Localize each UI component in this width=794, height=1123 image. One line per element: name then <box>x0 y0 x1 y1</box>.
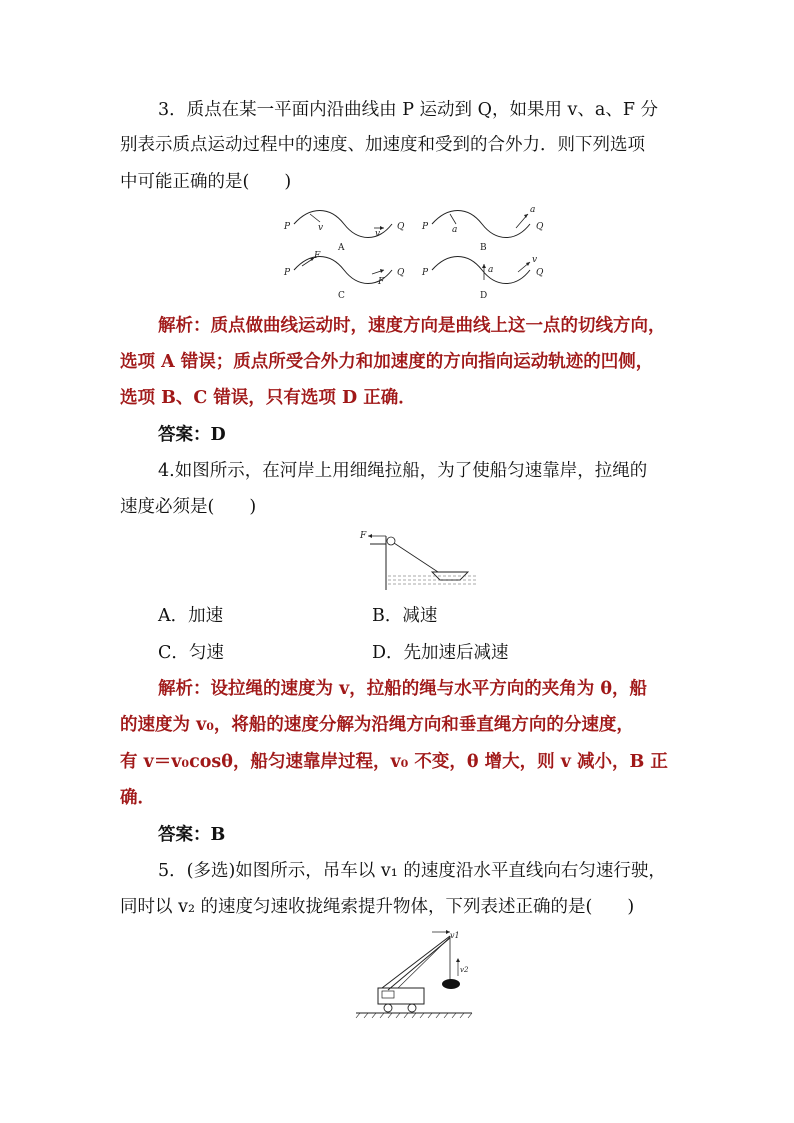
q4-analysis-line-1: 解析：设拉绳的速度为 v，拉船的绳与水平方向的夹角为 θ，船 <box>158 679 648 699</box>
q3-panel-a <box>283 211 405 254</box>
panel-b-end: Q <box>536 222 544 232</box>
q4-figure <box>356 524 480 594</box>
panel-d-start: P <box>422 268 429 278</box>
q4-analysis-line-4: 确． <box>120 788 155 808</box>
q5-v2-label: v2 <box>460 966 469 974</box>
q3-stem-line-2: 别表示质点运动过程中的速度、加速度和受到的合外力．则下列选项 <box>120 135 645 155</box>
q3-figure <box>280 200 560 306</box>
q4-option-d: D．先加速后减速 <box>372 643 509 663</box>
panel-b-caption: B <box>480 243 487 253</box>
q4-answer: 答案：B <box>158 825 226 845</box>
panel-a-caption: A <box>338 243 345 253</box>
panel-c-vec1: F <box>314 251 321 261</box>
q4-option-c: C．匀速 <box>158 643 224 663</box>
panel-a-vec1: v <box>318 223 324 233</box>
q4-force-label: F <box>360 531 367 541</box>
q5-stem-line-2: 同时以 v₂ 的速度匀速收拢绳索提升物体，下列表述正确的是( ) <box>120 897 635 917</box>
q5-v1-label: v1 <box>450 931 460 940</box>
panel-c-start: P <box>284 268 291 278</box>
q4-stem-line-2: 速度必须是( ) <box>120 497 257 517</box>
q3-panel-b <box>421 205 544 253</box>
panel-b-vec2: a <box>530 205 536 215</box>
q3-stem-line-3: 中可能正确的是( ) <box>120 172 292 192</box>
q3-analysis-line-1: 解析：质点做曲线运动时，速度方向是曲线上这一点的切线方向， <box>158 316 666 336</box>
q3-stem-line-1: 3．质点在某一平面内沿曲线由 P 运动到 Q，如果用 v、a、F 分 <box>158 100 659 120</box>
q4-option-b: B．减速 <box>372 606 438 626</box>
q3-analysis-line-2: 选项 A 错误；质点所受合外力和加速度的方向指向运动轨迹的凹侧， <box>120 352 654 372</box>
q4-analysis-line-3: 有 v＝v₀cosθ，船匀速靠岸过程，v₀ 不变，θ 增大，则 v 减小，B 正 <box>120 752 668 772</box>
panel-b-start: P <box>422 222 429 232</box>
panel-a-vec2: v <box>375 229 381 239</box>
q4-analysis-line-2: 的速度为 v₀，将船的速度分解为沿绳方向和垂直绳方向的分速度， <box>120 715 634 735</box>
panel-a-start: P <box>284 222 291 232</box>
panel-b-vec1: a <box>452 225 458 235</box>
q3-answer: 答案：D <box>158 425 226 445</box>
panel-d-vec1: a <box>488 265 494 275</box>
panel-a-end: Q <box>397 222 405 232</box>
panel-c-caption: C <box>338 291 345 301</box>
q3-panel-c <box>283 251 405 301</box>
q4-option-a: A．加速 <box>158 606 224 626</box>
q5-figure <box>352 926 478 1022</box>
panel-d-vec2: v <box>532 255 538 265</box>
panel-c-end: Q <box>397 268 405 278</box>
q5-stem-line-1: 5．(多选)如图所示，吊车以 v₁ 的速度沿水平直线向右匀速行驶， <box>158 861 666 881</box>
q3-analysis-line-3: 选项 B、C 错误，只有选项 D 正确． <box>120 388 416 408</box>
panel-d-end: Q <box>536 268 544 278</box>
q3-panel-d <box>421 255 544 301</box>
q4-stem-line-1: 4.如图所示，在河岸上用细绳拉船，为了使船匀速靠岸，拉绳的 <box>158 461 648 481</box>
panel-c-vec2: F <box>378 277 385 287</box>
panel-d-caption: D <box>480 291 488 301</box>
